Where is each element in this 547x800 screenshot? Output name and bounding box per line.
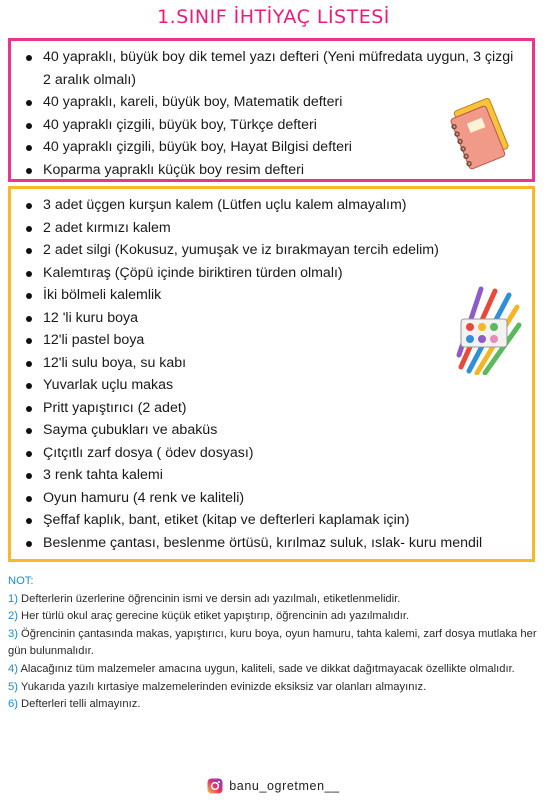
list-item: Kalemtıraş (Çöpü içinde biriktiren türden olmalı) [21,262,531,285]
paints-and-pencils-icon [455,285,523,375]
notes-section [8,573,538,714]
note-text: Her türlü okul araç gerecine küçük etiket yapıştırıp, öğrencinin adı yazılmalıdır. [17,610,410,623]
note-item [8,608,538,626]
list-item: Çıtçıtlı zarf dosya ( ödev dosyası) [21,442,531,465]
note-item [8,591,538,609]
list-item: Pritt yapıştırıcı (2 adet) [21,397,531,420]
instagram-icon [207,778,223,794]
note-number: 5) [8,680,18,693]
note-item [8,626,538,661]
list-item: 2 adet kırmızı kalem [21,217,531,240]
note-number: 3) [8,627,18,640]
note-item [8,679,538,697]
note-number: 2) [8,610,18,623]
note-text: Yukarıda yazılı kırtasiye malzemelerinden evinizde eksiksiz var olanları almayınız. [17,680,427,693]
note-number: 4) [8,662,18,675]
notes-heading: NOT: [8,575,34,587]
list-item: 40 yapraklı çizgili, büyük boy, Türkçe defteri [21,114,521,137]
list-item: İki bölmeli kalemlik [21,284,531,307]
list-item: Sayma çubukları ve abaküs [21,419,531,442]
list-item: 40 yapraklı, büyük boy dik temel yazı defteri (Yeni müfredata uygun, 3 çizgi 2 aralık olmalı) [21,46,521,91]
list-item: Koparma yapraklı küçük boy resim defteri [21,159,521,182]
list-item: 40 yapraklı çizgili, büyük boy, Hayat Bilgisi defteri [21,136,521,159]
list-item: Oyun hamuru (4 renk ve kaliteli) [21,487,531,510]
instagram-handle: banu_ogretmen__ [229,779,340,793]
list-item: 3 adet üçgen kurşun kalem (Lütfen uçlu kalem almayalım) [21,194,531,217]
page-title: 1.SINIF İHTİYAÇ LİSTESİ [157,6,390,28]
list-item: Şeffaf kaplık, bant, etiket (kitap ve defterleri kaplamak için) [21,509,531,532]
list-item: 12 'li kuru boya [21,307,531,330]
note-item [8,696,538,714]
note-item [8,661,538,679]
list-item: 12'li pastel boya [21,329,531,352]
note-text: Öğrencinin çantasında makas, yapıştırıcı, kuru boya, oyun hamuru, tahta kalemi, zarf dosya mutlaka her gün bulunmalıdır. [8,627,537,658]
notebooks-icon [450,92,518,176]
note-text: Alacağınız tüm malzemeler amacına uygun, kaliteli, sade ve dikkat dağıtmayacak özellikte olmalıdır. [17,662,515,675]
list-item: 3 renk tahta kalemi [21,464,531,487]
list-item: Yuvarlak uçlu makas [21,374,531,397]
instagram-footer[interactable] [0,778,547,794]
list-item: Beslenme çantası, beslenme örtüsü, kırılmaz suluk, ıslak- kuru mendil [21,532,531,555]
list-item: 40 yapraklı, kareli, büyük boy, Matematik defteri [21,91,521,114]
notebook-list [21,46,521,181]
note-number: 6) [8,698,18,711]
list-item: 2 adet silgi (Kokusuz, yumuşak ve iz bırakmayan tercih edelim) [21,239,531,262]
list-item: 12'li sulu boya, su kabı [21,352,531,375]
note-number: 1) [8,592,18,605]
note-text: Defterlerin üzerlerine öğrencinin ismi ve dersin adı yazılmalı, etiketlenmelidir. [17,592,401,605]
note-text: Defterleri telli almayınız. [17,698,141,711]
